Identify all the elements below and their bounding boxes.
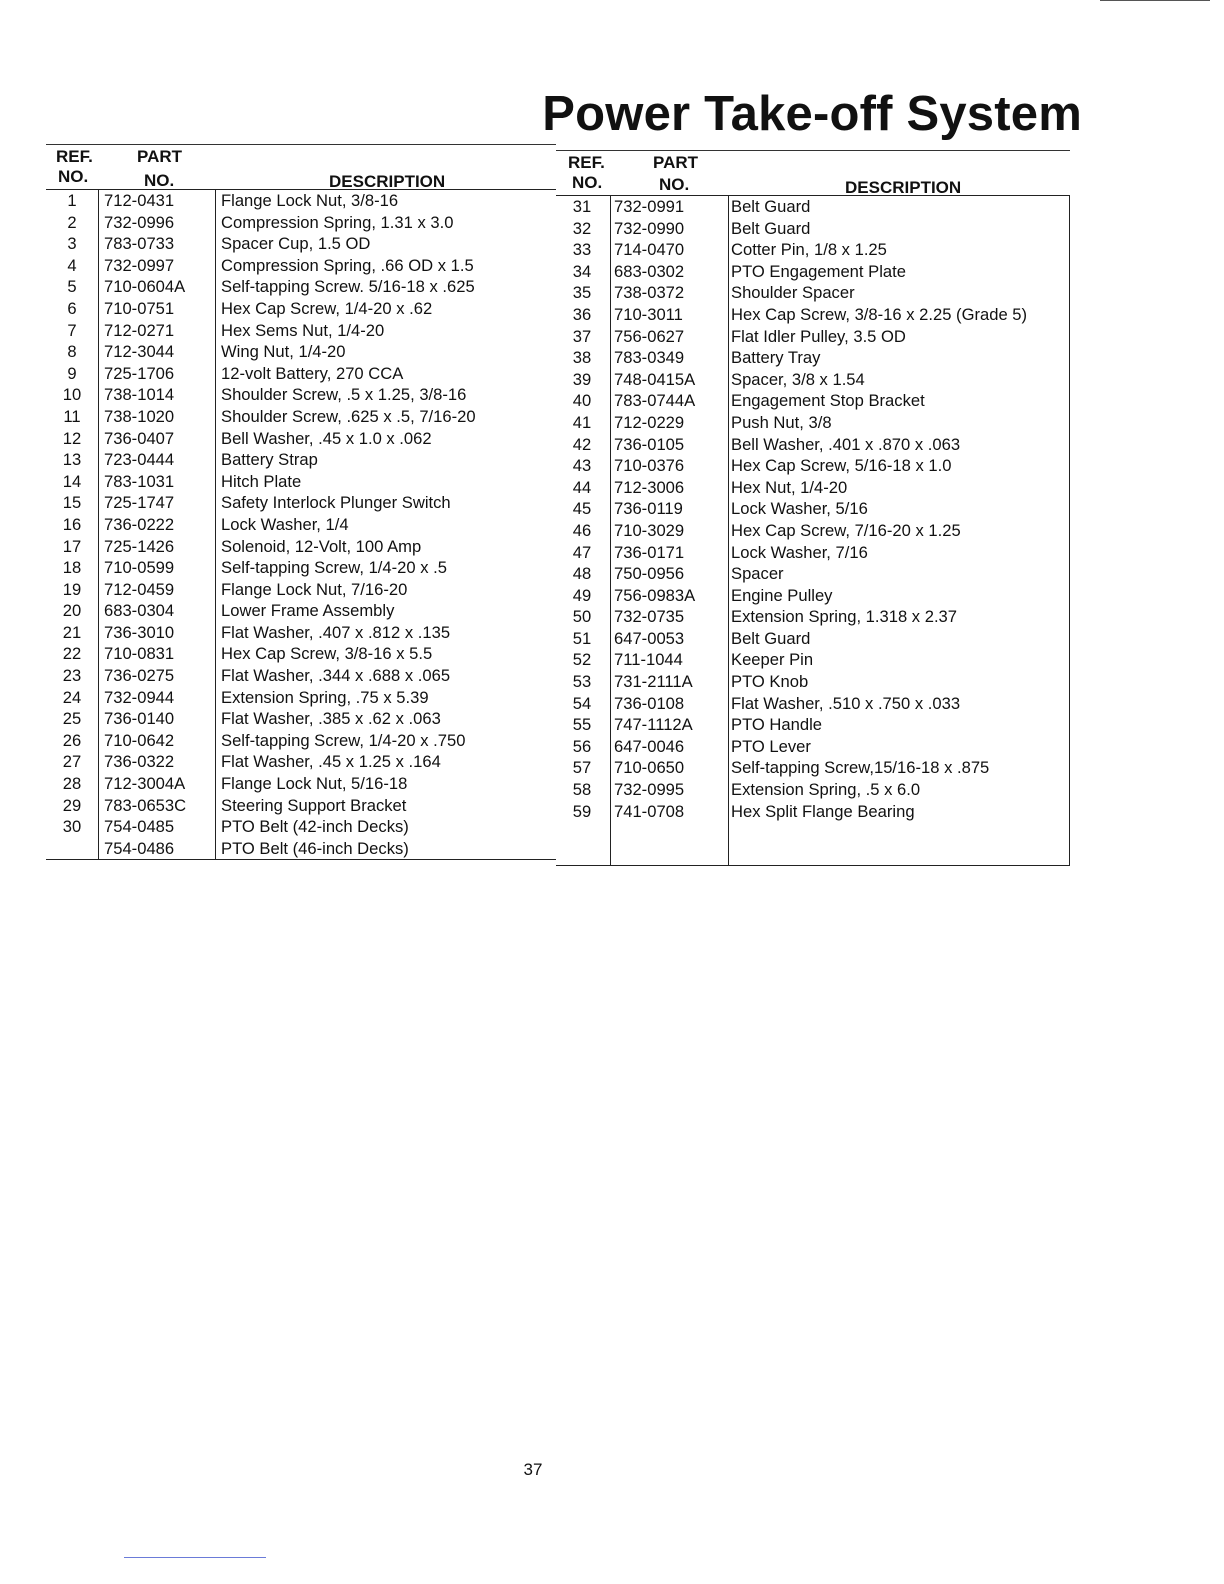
- part-description: Flat Idler Pulley, 3.5 OD: [731, 326, 906, 346]
- table-row: [556, 218, 1069, 240]
- ref-number: 5: [67, 277, 77, 297]
- part-number: 731-2111A: [614, 672, 693, 692]
- part-description: Flat Washer, .45 x 1.25 x .164: [221, 752, 441, 772]
- table-row: [46, 708, 556, 730]
- part-description: Hex Cap Screw, 3/8-16 x 5.5: [221, 644, 433, 664]
- part-number: 710-0376: [614, 456, 685, 476]
- part-description: Lock Washer, 7/16: [731, 542, 868, 562]
- part-description: Self-tapping Screw, 1/4-20 x .5: [221, 558, 447, 578]
- part-description: PTO Lever: [731, 736, 811, 756]
- part-description: Hitch Plate: [221, 471, 302, 491]
- part-number: 736-0407: [104, 428, 175, 448]
- part-description: Flat Washer, .407 x .812 x .135: [221, 622, 451, 642]
- table-row: [556, 801, 1069, 823]
- part-number: 738-1014: [104, 385, 175, 405]
- table-row: [46, 212, 556, 234]
- ref-number: 32: [572, 218, 592, 238]
- table-row: [46, 341, 556, 363]
- table-row: [46, 449, 556, 471]
- part-number: 738-0372: [614, 283, 685, 303]
- part-description: Bell Washer, .401 x .870 x .063: [731, 434, 961, 454]
- table-row: [556, 520, 1069, 542]
- ref-number: 6: [67, 298, 77, 318]
- parts-table-right: [556, 150, 1070, 866]
- table-row: [556, 498, 1069, 520]
- ref-number: 43: [572, 456, 592, 476]
- table-row: [46, 276, 556, 298]
- ref-number: 10: [62, 385, 82, 405]
- part-header-line2: NO.: [659, 175, 690, 194]
- part-description: PTO Handle: [731, 715, 823, 735]
- ref-number: 47: [572, 542, 592, 562]
- part-description: Self-tapping Screw. 5/16-18 x .625: [221, 277, 475, 297]
- part-number: 710-3011: [614, 304, 683, 324]
- part-number: 783-0653C: [104, 795, 187, 815]
- table-row: [556, 542, 1069, 564]
- page-number: 37: [523, 1460, 543, 1479]
- part-description: Hex Sems Nut, 1/4-20: [221, 320, 385, 340]
- ref-number: 25: [62, 709, 82, 729]
- part-number: 710-0642: [104, 730, 175, 750]
- table-row: [46, 579, 556, 601]
- table-row: [556, 390, 1069, 412]
- table-row: [556, 822, 1069, 844]
- part-description: Engagement Stop Bracket: [731, 391, 925, 411]
- ref-number: 12: [62, 428, 82, 448]
- table-body: [46, 189, 556, 860]
- table-row: [556, 628, 1069, 650]
- table-row: [46, 363, 556, 385]
- part-description: Hex Cap Screw, 3/8-16 x 2.25 (Grade 5): [731, 304, 1028, 324]
- ref-number: 23: [62, 666, 82, 686]
- table-row: [46, 428, 556, 450]
- ref-number: 14: [62, 471, 82, 491]
- ref-number: 16: [62, 514, 82, 534]
- ref-number: 45: [572, 499, 592, 519]
- part-description: Compression Spring, 1.31 x 3.0: [221, 212, 454, 232]
- table-header: [556, 150, 1070, 195]
- part-number: 712-3004A: [104, 774, 186, 794]
- part-description: Flat Washer, .510 x .750 x .033: [731, 693, 961, 713]
- table-row: [46, 536, 556, 558]
- table-row: [556, 282, 1069, 304]
- table-row: [556, 693, 1069, 715]
- ref-number: 44: [572, 477, 592, 497]
- ref-number: 26: [62, 730, 82, 750]
- part-number: 736-0108: [614, 693, 685, 713]
- ref-number: 29: [62, 795, 82, 815]
- table-row: [46, 298, 556, 320]
- part-number: 738-1020: [104, 406, 175, 426]
- part-number: 725-1426: [104, 536, 175, 556]
- part-number: 725-1747: [104, 493, 175, 513]
- part-number: 683-0302: [614, 261, 685, 281]
- part-description: Extension Spring, .75 x 5.39: [221, 687, 429, 707]
- table-row: [556, 412, 1069, 434]
- part-description: Flange Lock Nut, 7/16-20: [221, 579, 408, 599]
- part-description: Extension Spring, 1.318 x 2.37: [731, 607, 958, 627]
- ref-header-line2: NO.: [58, 167, 89, 186]
- part-number: 710-0831: [104, 644, 175, 664]
- table-row: [556, 671, 1069, 693]
- ref-number: 41: [572, 412, 592, 432]
- part-description: Spacer, 3/8 x 1.54: [731, 369, 865, 389]
- part-number: 732-0944: [104, 687, 175, 707]
- part-description: Lock Washer, 5/16: [731, 499, 868, 519]
- table-row: [46, 622, 556, 644]
- part-description: Battery Tray: [731, 348, 821, 368]
- table-row: [556, 736, 1069, 758]
- table-row: [556, 455, 1069, 477]
- table-row: [46, 838, 556, 860]
- description-header: DESCRIPTION: [845, 178, 962, 197]
- part-description: Flange Lock Nut, 5/16-18: [221, 774, 408, 794]
- part-description: Hex Split Flange Bearing: [731, 801, 915, 821]
- part-number: 732-0735: [614, 607, 685, 627]
- ref-number: 50: [572, 607, 592, 627]
- part-description: Cotter Pin, 1/8 x 1.25: [731, 240, 887, 260]
- ref-number: 38: [572, 348, 592, 368]
- ref-number: 31: [572, 197, 592, 216]
- part-header-line2: NO.: [144, 171, 175, 190]
- part-description: Extension Spring, .5 x 6.0: [731, 780, 921, 800]
- ref-number: 20: [62, 601, 82, 621]
- ref-number: 55: [572, 715, 592, 735]
- table-row: [46, 471, 556, 493]
- part-number: 736-3010: [104, 622, 175, 642]
- part-description: PTO Knob: [731, 672, 809, 692]
- part-number: 711-1044: [614, 650, 683, 670]
- part-number: 741-0708: [614, 801, 685, 821]
- table-row: [556, 649, 1069, 671]
- part-number: 712-0271: [104, 320, 175, 340]
- ref-number: 54: [572, 693, 592, 713]
- parts-table-left: [46, 144, 556, 860]
- table-row: [46, 233, 556, 255]
- ref-number: 49: [572, 585, 592, 605]
- ref-number: 34: [572, 261, 592, 281]
- ref-header-line2: NO.: [572, 173, 603, 192]
- part-description: PTO Engagement Plate: [731, 261, 906, 281]
- part-number: 723-0444: [104, 450, 175, 470]
- part-number: 714-0470: [614, 240, 685, 260]
- table-row: [556, 434, 1069, 456]
- ref-number: 18: [62, 558, 82, 578]
- ref-number: 27: [62, 752, 82, 772]
- part-description: Flat Washer, .385 x .62 x .063: [221, 709, 441, 729]
- table-row: [46, 665, 556, 687]
- part-description: Compression Spring, .66 OD x 1.5: [221, 255, 474, 275]
- part-number: 710-0604A: [104, 277, 186, 297]
- ref-number: 40: [572, 391, 592, 411]
- table-row: [556, 779, 1069, 801]
- part-header-line1: PART: [653, 153, 699, 172]
- part-description: Safety Interlock Plunger Switch: [221, 493, 451, 513]
- table-row: [46, 773, 556, 795]
- ref-number: 4: [67, 255, 77, 275]
- part-number: 712-0459: [104, 579, 175, 599]
- part-description: Belt Guard: [731, 218, 811, 238]
- part-number: 710-0751: [104, 298, 175, 318]
- part-number: 750-0956: [614, 564, 685, 584]
- part-number: 783-0733: [104, 234, 175, 254]
- ref-header-line1: REF.: [568, 153, 605, 172]
- table-row: [46, 730, 556, 752]
- part-number: 783-0744A: [614, 391, 696, 411]
- ref-number: 42: [572, 434, 592, 454]
- part-description: Hex Cap Screw, 7/16-20 x 1.25: [731, 520, 961, 540]
- part-description: Push Nut, 3/8: [731, 412, 832, 432]
- part-description: PTO Belt (46-inch Decks): [221, 838, 409, 858]
- part-description: Wing Nut, 1/4-20: [221, 342, 346, 362]
- table-row: [46, 320, 556, 342]
- part-description: Engine Pulley: [731, 585, 833, 605]
- ref-number: 19: [62, 579, 82, 599]
- table-row: [556, 477, 1069, 499]
- part-number: 647-0053: [614, 628, 685, 648]
- table-row: [46, 795, 556, 817]
- part-number: 756-0983A: [614, 585, 696, 605]
- table-row: [556, 714, 1069, 736]
- ref-number: 35: [572, 283, 592, 303]
- ref-number: 58: [572, 780, 592, 800]
- part-description: Lock Washer, 1/4: [221, 514, 349, 534]
- part-description: Shoulder Spacer: [731, 283, 855, 303]
- ref-number: 56: [572, 736, 592, 756]
- part-number: 712-3044: [104, 342, 175, 362]
- part-description: PTO Belt (42-inch Decks): [221, 817, 409, 837]
- part-description: Hex Nut, 1/4-20: [731, 477, 848, 497]
- ref-number: 3: [67, 234, 77, 254]
- ref-number: 51: [572, 628, 592, 648]
- table-row: [46, 643, 556, 665]
- bottom-edge-rule: [124, 1557, 266, 1558]
- part-number: 732-0990: [614, 218, 685, 238]
- table-row: [46, 492, 556, 514]
- part-number: 783-0349: [614, 348, 685, 368]
- part-description: Steering Support Bracket: [221, 795, 407, 815]
- table-row: [556, 757, 1069, 779]
- table-row: [46, 687, 556, 709]
- part-number: 754-0486: [104, 838, 175, 858]
- part-description: Keeper Pin: [731, 650, 814, 670]
- table-header: [46, 144, 556, 189]
- ref-number: 17: [62, 536, 82, 556]
- ref-number: 22: [62, 644, 82, 664]
- table-row: [556, 369, 1069, 391]
- page-title: Power Take-off System: [542, 87, 1082, 141]
- ref-number: 8: [67, 342, 77, 362]
- ref-header-line1: REF.: [56, 147, 93, 166]
- part-description: Lower Frame Assembly: [221, 601, 395, 621]
- table-body: [556, 195, 1070, 866]
- part-number: 710-3029: [614, 520, 685, 540]
- part-number: 710-0599: [104, 558, 175, 578]
- part-number: 748-0415A: [614, 369, 696, 389]
- ref-number: 33: [572, 240, 592, 260]
- ref-number: 15: [62, 493, 82, 513]
- ref-number: 39: [572, 369, 592, 389]
- table-row: [46, 600, 556, 622]
- ref-number: 21: [62, 622, 82, 642]
- part-header-line1: PART: [137, 147, 183, 166]
- table-row: [46, 406, 556, 428]
- ref-number: 28: [62, 774, 82, 794]
- part-description: Belt Guard: [731, 197, 811, 216]
- part-number: 736-0105: [614, 434, 685, 454]
- part-number: 754-0485: [104, 817, 175, 837]
- description-header: DESCRIPTION: [329, 172, 446, 191]
- ref-number: 30: [62, 817, 82, 837]
- part-description: Spacer Cup, 1.5 OD: [221, 234, 371, 254]
- part-description: Bell Washer, .45 x 1.0 x .062: [221, 428, 432, 448]
- part-number: 736-0119: [614, 499, 683, 519]
- part-number: 710-0650: [614, 758, 685, 778]
- table-row: [46, 514, 556, 536]
- part-number: 736-0275: [104, 666, 175, 686]
- part-number: 683-0304: [104, 601, 175, 621]
- part-description: Shoulder Screw, .625 x .5, 7/16-20: [221, 406, 476, 426]
- ref-number: 48: [572, 564, 592, 584]
- part-number: 732-0991: [614, 197, 685, 216]
- part-description: Self-tapping Screw,15/16-18 x .875: [731, 758, 990, 778]
- table-row: [46, 384, 556, 406]
- part-number: 747-1112A: [614, 715, 693, 735]
- part-description: Self-tapping Screw, 1/4-20 x .750: [221, 730, 466, 750]
- part-number: 732-0997: [104, 255, 175, 275]
- ref-number: 36: [572, 304, 592, 324]
- part-number: 647-0046: [614, 736, 685, 756]
- table-row: [556, 239, 1069, 261]
- part-number: 725-1706: [104, 363, 175, 383]
- part-number: 736-0322: [104, 752, 175, 772]
- part-number: 736-0171: [614, 542, 685, 562]
- ref-number: 46: [572, 520, 592, 540]
- ref-number: 9: [67, 363, 77, 383]
- part-description: Flat Washer, .344 x .688 x .065: [221, 666, 451, 686]
- table-row: [556, 304, 1069, 326]
- part-number: 712-0229: [614, 412, 685, 432]
- part-number: 736-0140: [104, 709, 175, 729]
- part-description: Hex Cap Screw, 1/4-20 x .62: [221, 298, 433, 318]
- part-description: Spacer: [731, 564, 784, 584]
- part-description: 12-volt Battery, 270 CCA: [221, 363, 404, 383]
- ref-number: 57: [572, 758, 592, 778]
- table-row: [556, 606, 1069, 628]
- table-row: [556, 563, 1069, 585]
- ref-number: 2: [67, 212, 77, 232]
- ref-number: 11: [63, 406, 81, 426]
- part-description: Solenoid, 12-Volt, 100 Amp: [221, 536, 422, 556]
- table-row: [556, 347, 1069, 369]
- table-row: [46, 255, 556, 277]
- table-row: [46, 751, 556, 773]
- ref-number: 13: [62, 450, 82, 470]
- ref-number: 1: [67, 191, 77, 210]
- part-description: Battery Strap: [221, 450, 318, 470]
- top-edge-rule: [1100, 0, 1210, 1]
- part-description: Belt Guard: [731, 628, 811, 648]
- ref-number: 53: [572, 672, 592, 692]
- part-description: Hex Cap Screw, 5/16-18 x 1.0: [731, 456, 952, 476]
- table-row: [556, 585, 1069, 607]
- table-row: [46, 190, 556, 212]
- table-row: [556, 326, 1069, 348]
- table-row: [46, 816, 556, 838]
- part-number: 732-0995: [614, 780, 685, 800]
- part-description: Flange Lock Nut, 3/8-16: [221, 191, 399, 210]
- table-row: [556, 196, 1069, 218]
- part-number: 783-1031: [104, 471, 175, 491]
- ref-number: 24: [62, 687, 82, 707]
- part-number: 756-0627: [614, 326, 685, 346]
- part-number: 712-3006: [614, 477, 685, 497]
- table-row: [556, 261, 1069, 283]
- ref-number: 52: [572, 650, 592, 670]
- table-row: [46, 557, 556, 579]
- part-description: Shoulder Screw, .5 x 1.25, 3/8-16: [221, 385, 467, 405]
- part-number: 712-0431: [104, 191, 175, 210]
- ref-number: 59: [572, 801, 592, 821]
- ref-number: 37: [572, 326, 592, 346]
- table-row: [556, 844, 1069, 866]
- ref-number: 7: [67, 320, 77, 340]
- part-number: 736-0222: [104, 514, 175, 534]
- part-number: 732-0996: [104, 212, 175, 232]
